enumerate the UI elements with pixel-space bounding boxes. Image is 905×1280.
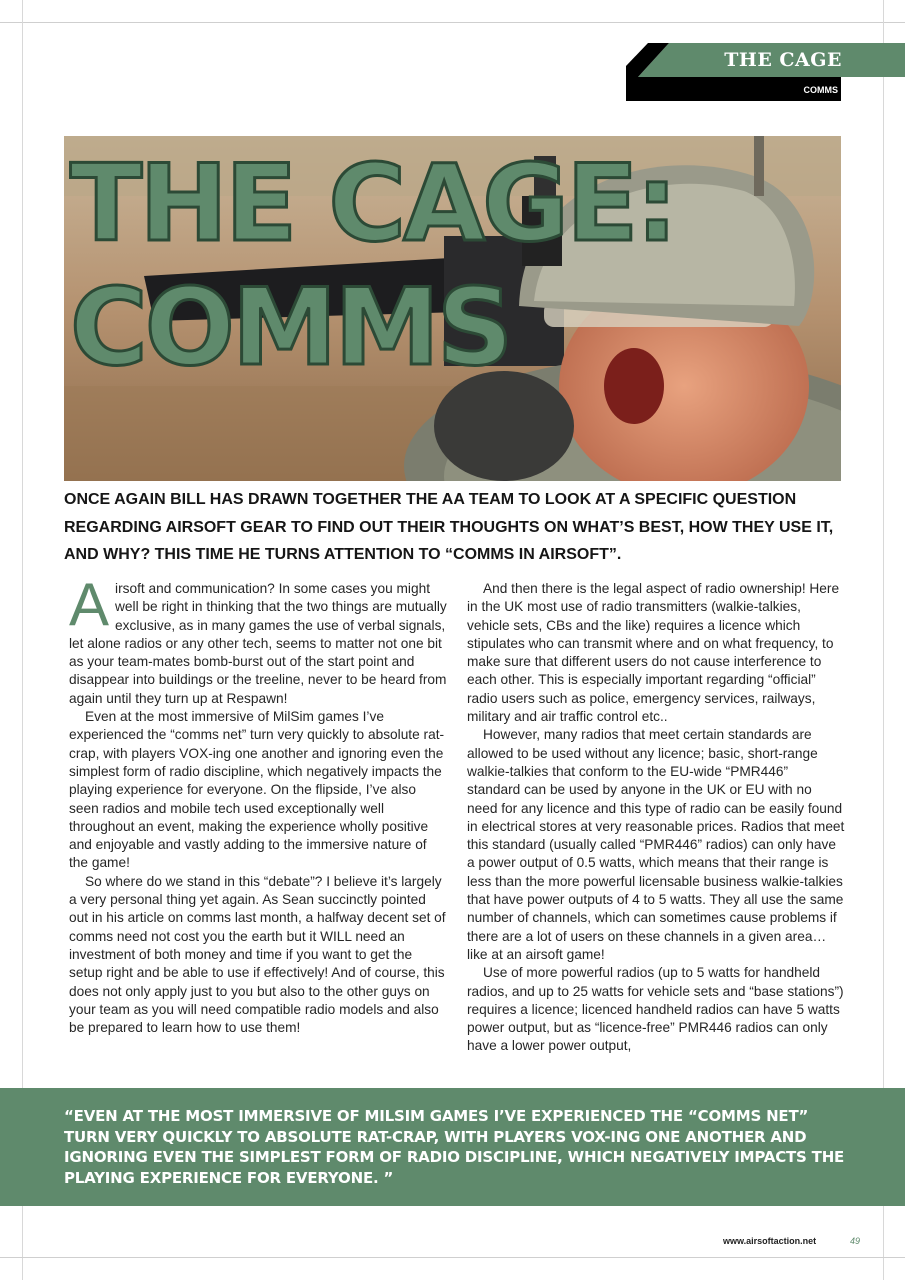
page-number: 49 (850, 1236, 861, 1246)
section-tab (626, 43, 905, 101)
headline-line-2: COMMS (70, 266, 511, 389)
standfirst: ONCE AGAIN BILL HAS DRAWN TOGETHER THE AA TEAM TO LOOK AT A SPECIFIC QUESTION REGARDING AIRSOFT GEAR TO FIND OUT THEIR THOUGHTS ON WHAT’S BEST, HOW THEY USE IT, AND WHY? THIS TIME HE TURNS ATTENTION TO “COMMS IN AIRSOFT”. (64, 491, 834, 563)
article-paragraph: irsoft and communication? In some cases you might well be right in thinking that the two things are mutually exclusive, as in many games the use of verbal signals, let alone radios or any other tech, seems to matter not one bit as your team-mates bomb-burst out of the start point and disappear into buildings or the treeline, never to be heard from again until they turn up at Respawn! (69, 581, 447, 706)
article-paragraph: Even at the most immersive of MilSim games I’ve experienced the “comms net” turn very quickly to absolute rat-crap, with players VOX-ing one another and ignoring even the simplest form of radio discipline, which negatively impacts the playing experience for everyone. On the flipside, I’ve also seen radios and mobile tech used exceptionally well throughout an event, making the experience wholly positive and enjoyable and vastly adding to the immersive nature of the game! (69, 709, 445, 871)
drop-cap: A (69, 571, 110, 638)
article-column-left (69, 571, 447, 1037)
article-paragraph: So where do we stand in this “debate”? I believe it’s largely a very personal thing yet again. As Sean succinctly pointed out in his article on comms last month, a halfway decent set of comms need not cost you the earth but it WILL need an investment of both money and time if you want to get the setup right and be able to use if effectively! And of course, this does not only apply just to you but also to the other guys on your team as you will need compatible radio models and also be prepared to learn how to use them! (69, 873, 446, 1036)
pull-quote: “EVEN AT THE MOST IMMERSIVE OF MILSIM GAMES I’VE EXPERIENCED THE “COMMS NET” TURN VERY QUICKLY TO ABSOLUTE RAT-CRAP, WITH PLAYERS VOX-ING ONE ANOTHER AND IGNORING EVEN THE SIMPLEST FORM OF RADIO DISCIPLINE, WHICH NEGATIVELY IMPACTS THE PLAYING EXPERIENCE FOR EVERYONE. ” (64, 1107, 845, 1187)
hero-image (64, 136, 841, 481)
section-title: THE CAGE (724, 49, 842, 71)
crop-line-bottom (0, 1257, 905, 1258)
footer-url[interactable]: www.airsoftaction.net (723, 1236, 817, 1246)
headline-line-1: THE CAGE: (70, 142, 675, 265)
section-subtitle: COMMS (803, 85, 838, 95)
article-paragraph: And then there is the legal aspect of radio ownership! Here in the UK most use of radio transmitters (walkie-talkies, vehicle sets, CBs and the like) requires a licence which stipulates who can transmit where and on what frequency, to make sure that different users do not cause interference to each other. This is especially important regarding “official” radio users such as police, emergency services, railways, military and air traffic control etc.. (467, 581, 840, 725)
article-column-right (467, 580, 845, 1056)
page-headline (70, 142, 675, 390)
pull-quote-band (0, 1088, 905, 1206)
crop-line-top (0, 22, 905, 23)
article-paragraph: However, many radios that meet certain standards are allowed to be used without any licence; basic, short-range walkie-talkies that conform to the EU-wide “PMR446” standard can be used by anyone in the UK or EU with no need for any licence and this type of radio can be easily found in electrical stores at very reasonable prices. Radios that meet this standard (usually called “PMR446” radios) can only have a power output of 0.5 watts, which means that their range is less than the more powerful licensable business walkie-talkies that have power outputs of 4 to 5 watts. They all use the same number of channels, which can sometimes cause problems if there are a lot of users on these channels in a given area… like at an airsoft game! (467, 727, 845, 962)
article-paragraph: Use of more powerful radios (up to 5 watts for handheld radios, and up to 25 watts for vehicle sets and “base stations”) requires a licence; licenced handheld radios can have 5 watts power output, but as “licence-free” PMR446 radios can only have a lower power output, (467, 965, 844, 1054)
